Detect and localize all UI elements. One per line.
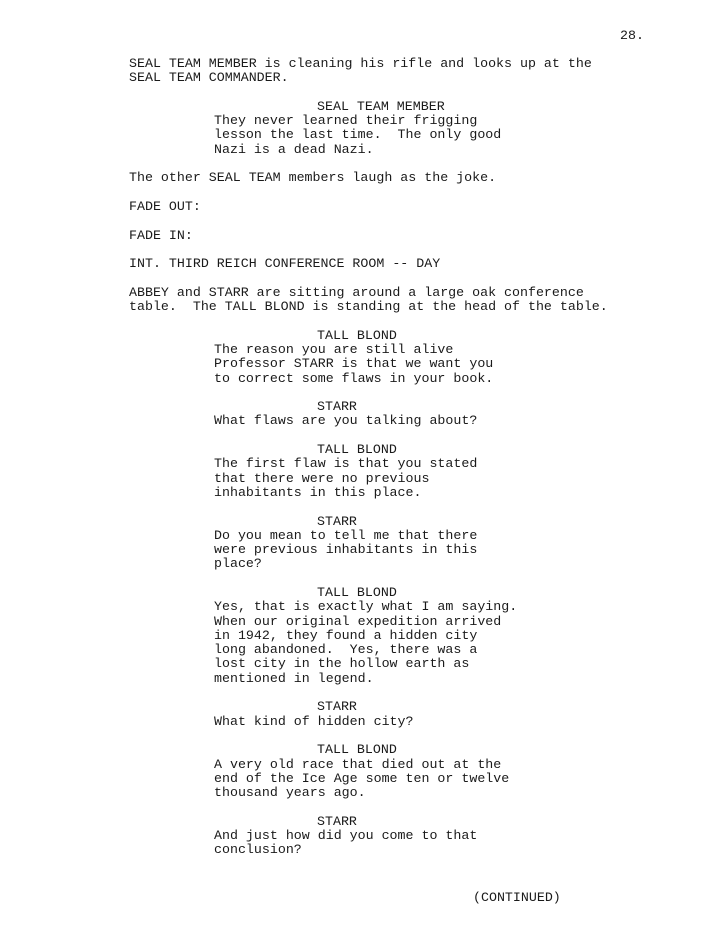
character-line: TALL BLOND (317, 327, 397, 343)
character-line: STARR (317, 699, 357, 715)
action-line: The other SEAL TEAM members laugh as the joke. (129, 170, 497, 186)
blank-line (129, 800, 689, 814)
character-block (317, 700, 689, 714)
dialogue-block (214, 114, 689, 157)
action-block (129, 286, 689, 315)
character-line: TALL BLOND (317, 442, 397, 458)
dialogue-line: What flaws are you talking about? (214, 413, 478, 429)
dialogue-line: to correct some flaws in your book. (214, 370, 494, 386)
character-block (317, 400, 689, 414)
character-line: TALL BLOND (317, 742, 397, 758)
dialogue-line: were previous inhabitants in this (214, 542, 478, 558)
dialogue-line: Do you mean to tell me that there (214, 527, 478, 543)
character-line: STARR (317, 399, 357, 415)
dialogue-line: Professor STARR is that we want you (214, 356, 494, 372)
dialogue-line: thousand years ago. (214, 785, 366, 801)
action-line: INT. THIRD REICH CONFERENCE ROOM -- DAY (129, 256, 441, 272)
dialogue-line: Nazi is a dead Nazi. (214, 141, 374, 157)
script-body (129, 57, 689, 858)
action-line: SEAL TEAM COMMANDER. (129, 70, 289, 86)
blank-line (129, 243, 689, 257)
character-block (317, 815, 689, 829)
dialogue-block (214, 829, 689, 858)
action-line: table. The TALL BLOND is standing at the head of the table. (129, 299, 608, 315)
dialogue-line: end of the Ice Age some ten or twelve (214, 770, 510, 786)
action-block (129, 257, 689, 271)
blank-line (129, 214, 689, 228)
character-line: TALL BLOND (317, 584, 397, 600)
dialogue-block (214, 457, 689, 500)
dialogue-line: A very old race that died out at the (214, 756, 502, 772)
action-line: SEAL TEAM MEMBER is cleaning his rifle and looks up at the (129, 56, 592, 71)
dialogue-line: in 1942, they found a hidden city (214, 627, 478, 643)
dialogue-line: lesson the last time. The only good (214, 127, 502, 143)
dialogue-line: The first flaw is that you stated (214, 456, 478, 472)
action-block (129, 57, 689, 86)
character-block (317, 329, 689, 343)
dialogue-line: long abandoned. Yes, there was a (214, 642, 478, 658)
dialogue-line: They never learned their frigging (214, 113, 478, 129)
blank-line (129, 157, 689, 171)
dialogue-line: When our original expedition arrived (214, 613, 502, 629)
dialogue-block (214, 414, 689, 428)
character-block (317, 515, 689, 529)
dialogue-block (214, 343, 689, 386)
action-line: FADE IN: (129, 227, 193, 243)
dialogue-line: inhabitants in this place. (214, 484, 422, 500)
character-block (317, 443, 689, 457)
action-block (129, 200, 689, 214)
blank-line (129, 86, 689, 100)
blank-line (129, 271, 689, 285)
blank-line (129, 314, 689, 328)
dialogue-line: conclusion? (214, 842, 302, 858)
character-line: STARR (317, 513, 357, 529)
dialogue-line: mentioned in legend. (214, 670, 374, 686)
dialogue-line: place? (214, 556, 262, 572)
character-block (317, 743, 689, 757)
character-block (317, 100, 689, 114)
dialogue-block (214, 529, 689, 572)
action-block (129, 229, 689, 243)
dialogue-block (214, 600, 689, 686)
blank-line (129, 729, 689, 743)
dialogue-block (214, 715, 689, 729)
dialogue-line: Yes, that is exactly what I am saying. (214, 599, 518, 615)
blank-line (129, 500, 689, 514)
character-line: SEAL TEAM MEMBER (317, 98, 445, 114)
blank-line (129, 186, 689, 200)
blank-line (129, 386, 689, 400)
blank-line (129, 429, 689, 443)
blank-line (129, 686, 689, 700)
dialogue-block (214, 758, 689, 801)
dialogue-line: that there were no previous (214, 470, 430, 486)
page-number: 28. (620, 28, 644, 43)
action-line: FADE OUT: (129, 198, 201, 214)
dialogue-line: lost city in the hollow earth as (214, 656, 470, 672)
dialogue-line: The reason you are still alive (214, 341, 454, 357)
character-block (317, 586, 689, 600)
dialogue-line: And just how did you come to that (214, 828, 478, 844)
action-block (129, 171, 689, 185)
continued-marker: (CONTINUED) (473, 890, 561, 905)
dialogue-line: What kind of hidden city? (214, 713, 414, 729)
character-line: STARR (317, 813, 357, 829)
blank-line (129, 572, 689, 586)
action-line: ABBEY and STARR are sitting around a large oak conference (129, 284, 584, 300)
